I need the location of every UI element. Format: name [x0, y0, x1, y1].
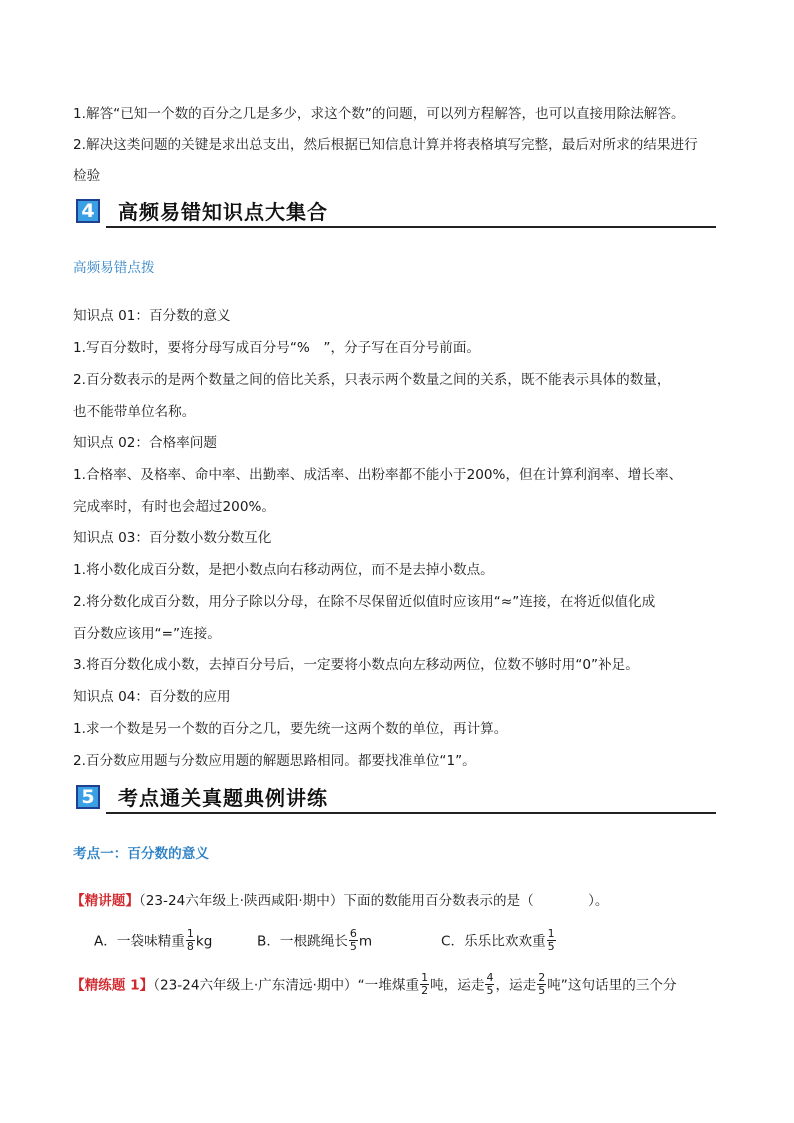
section-4-heading	[76, 199, 716, 229]
section-5-subtitle: 考点一：百分数的意义	[73, 846, 209, 862]
section-title: 考点通关真题典例讲练	[118, 786, 328, 810]
question-tag: 【精练题 1】	[71, 977, 154, 994]
option-c[interactable]: C．乐乐比欢欢重 $\frac{1}{5}$	[441, 927, 555, 953]
knowledge-item: 1.将小数化成百分数，是把小数点向右移动两位，而不是去掉小数点。	[73, 562, 494, 578]
knowledge-item: 2.百分数应用题与分数应用题的解题思路相同。都要找准单位“1”。	[73, 753, 476, 769]
option-b[interactable]: B．一根跳绳长 $\frac{6}{5}$ m	[257, 927, 373, 953]
knowledge-item: 3.将百分数化成小数，去掉百分号后，一定要将小数点向左移动两位，位数不够时用“0”补足。	[73, 657, 639, 673]
knowledge-point-label: 知识点 02：合格率问题	[73, 435, 217, 451]
intro-line-2: 2.解决这类问题的关键是求出总支出，然后根据已知信息计算并将表格填写完整，最后对所求的结果进行	[73, 137, 698, 153]
knowledge-point-label: 知识点 03：百分数小数分数互化	[73, 530, 272, 546]
heading-underline	[106, 226, 716, 228]
fraction: $\frac{4}{5}$	[486, 971, 494, 997]
fraction: $\frac{6}{5}$	[349, 927, 357, 953]
section-4-subtitle: 高频易错点拨	[73, 260, 155, 276]
question-text: （23-24六年级上·陕西咸阳·期中）下面的数能用百分数表示的是（ ）。	[138, 893, 609, 909]
fraction: $\frac{1}{2}$	[421, 971, 429, 997]
question-2: 【精练题 1】（23-24六年级上·广东清远·期中）“一堆煤重 $\frac{1}{2}$ 吨，运走 $\frac{4}{5}$ ，运走 $\frac{2}{5}$ 吨”这句话里的三个分	[71, 971, 677, 997]
section-5-heading	[76, 785, 716, 815]
knowledge-item: 2.百分数表示的是两个数量之间的倍比关系，只表示两个数量之间的关系，既不能表示具体的数量，	[73, 372, 671, 388]
fraction: $\frac{2}{5}$	[538, 971, 546, 997]
section-number-badge: 4	[76, 199, 100, 223]
fraction: $\frac{1}{8}$	[186, 927, 194, 953]
knowledge-item: 也不能带单位名称。	[73, 404, 196, 420]
option-a[interactable]: A．一袋味精重 $\frac{1}{8}$ kg	[94, 927, 213, 953]
knowledge-item: 1.写百分数时，要将分母写成百分号“% ”，分子写在百分号前面。	[73, 340, 481, 356]
question-1	[71, 892, 609, 910]
knowledge-item: 百分数应该用“=”连接。	[73, 626, 221, 642]
intro-line-3: 检验	[73, 168, 101, 184]
section-title: 高频易错知识点大集合	[118, 200, 328, 224]
knowledge-point-label: 知识点 01：百分数的意义	[73, 308, 231, 324]
knowledge-item: 1.求一个数是另一个数的百分之几，要先统一这两个数的单位，再计算。	[73, 721, 508, 737]
question-tag: 【精讲题】	[71, 893, 139, 909]
knowledge-item: 2.将分数化成百分数，用分子除以分母，在除不尽保留近似值时应该用“≈”连接，在将近似值化成	[73, 594, 656, 610]
fraction: $\frac{1}{5}$	[547, 927, 555, 953]
knowledge-item: 1.合格率、及格率、命中率、出勤率、成活率、出粉率都不能小于200%，但在计算利润率、增长率、	[73, 467, 683, 483]
heading-underline	[106, 812, 716, 814]
section-number-badge: 5	[76, 785, 100, 809]
intro-line-1: 1.解答“已知一个数的百分之几是多少，求这个数”的问题，可以列方程解答，也可以直接用除法解答。	[73, 106, 685, 122]
knowledge-point-label: 知识点 04：百分数的应用	[73, 689, 231, 705]
knowledge-item: 完成率时，有时也会超过200%。	[73, 499, 275, 515]
